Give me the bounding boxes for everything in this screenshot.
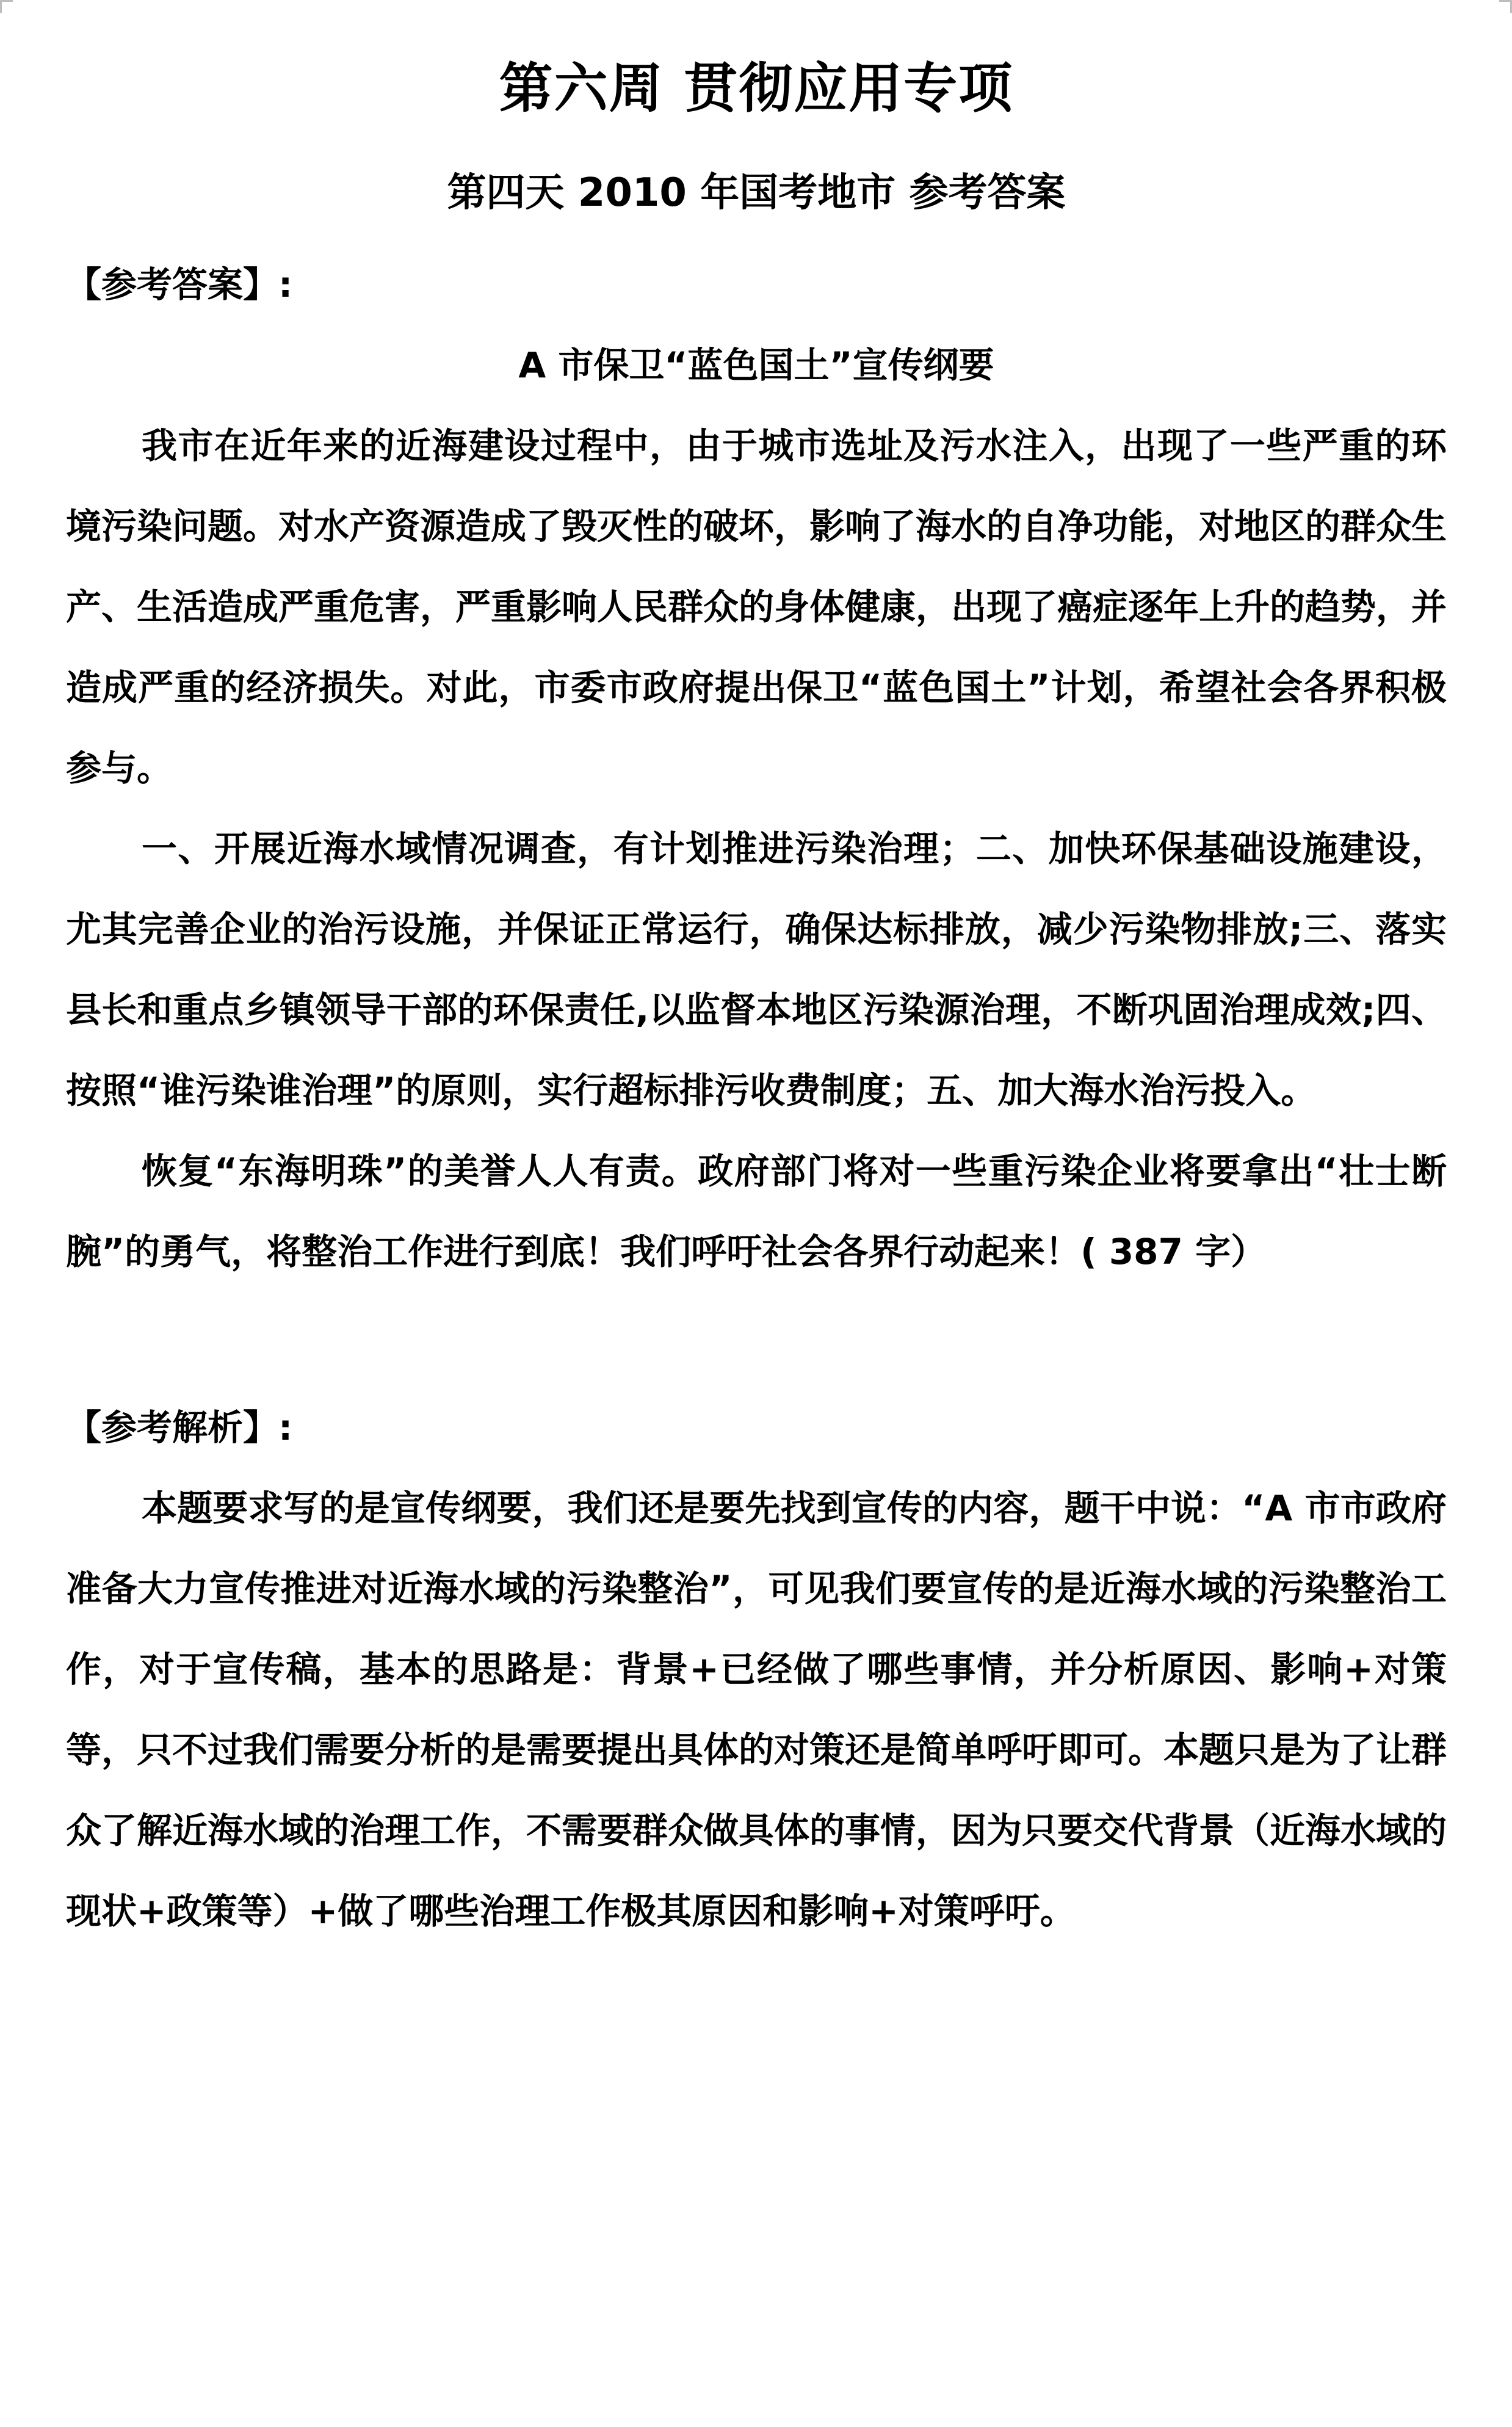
analysis-label: 【参考解析】: bbox=[66, 1407, 293, 1448]
document-content bbox=[66, 43, 1447, 1951]
answer-heading: A 市保卫“蓝色国土”宣传纲要 bbox=[518, 344, 994, 386]
analysis-paragraph: 本题要求写的是宣传纲要，我们还是要先找到宣传的内容，题干中说：“A 市市政府准备大力宣传推进对近海水域的污染整治”，可见我们要宣传的是近海水域的污染整治工作，对于宣传稿，基本的思路是：背景+已经做了哪些事情，并分析原因、影响+对策等，只不过我们需要分析的是需要提出具体的对策还是简单呼吁即可。本题只是为了让群众了解近海水域的治理工作，不需要群众做具体的事情，因为只要交代背景（近海水域的现状+政策等）+做了哪些治理工作极其原因和影响+对策呼吁。 bbox=[66, 1487, 1447, 1932]
answer-label: 【参考答案】: bbox=[66, 264, 293, 305]
answer-paragraph: 一、开展近海水域情况调查，有计划推进污染治理；二、加快环保基础设施建设，尤其完善企业的治污设施，并保证正常运行，确保达标排放，减少污染物排放;三、落实县长和重点乡镇领导干部的环保责任,以监督本地区污染源治理，不断巩固治理成效;四、按照“谁污染谁治理”的原则，实行超标排污收费制度；五、加大海水治污投入。 bbox=[66, 828, 1447, 1111]
document-subtitle: 第四天 2010 年国考地市 参考答案 bbox=[447, 170, 1066, 216]
page-corner-mark bbox=[0, 0, 13, 13]
page-corner-mark bbox=[1499, 0, 1512, 13]
answer-paragraph: 我市在近年来的近海建设过程中，由于城市选址及污水注入，出现了一些严重的环境污染问题。对水产资源造成了毁灭性的破坏，影响了海水的自净功能，对地区的群众生产、生活造成严重危害，严重影响人民群众的身体健康，出现了癌症逐年上升的趋势，并造成严重的经济损失。对此，市委市政府提出保卫“蓝色国土”计划，希望社会各界积极参与。 bbox=[66, 425, 1447, 789]
document-title: 第六周 贯彻应用专项 bbox=[499, 57, 1014, 120]
section-spacer bbox=[66, 1292, 1447, 1373]
answer-paragraph: 恢复“东海明珠”的美誉人人有责。政府部门将对一些重污染企业将要拿出“壮士断腕”的勇气，将整治工作进行到底！我们呼吁社会各界行动起来！( 387 字） bbox=[66, 1150, 1447, 1272]
